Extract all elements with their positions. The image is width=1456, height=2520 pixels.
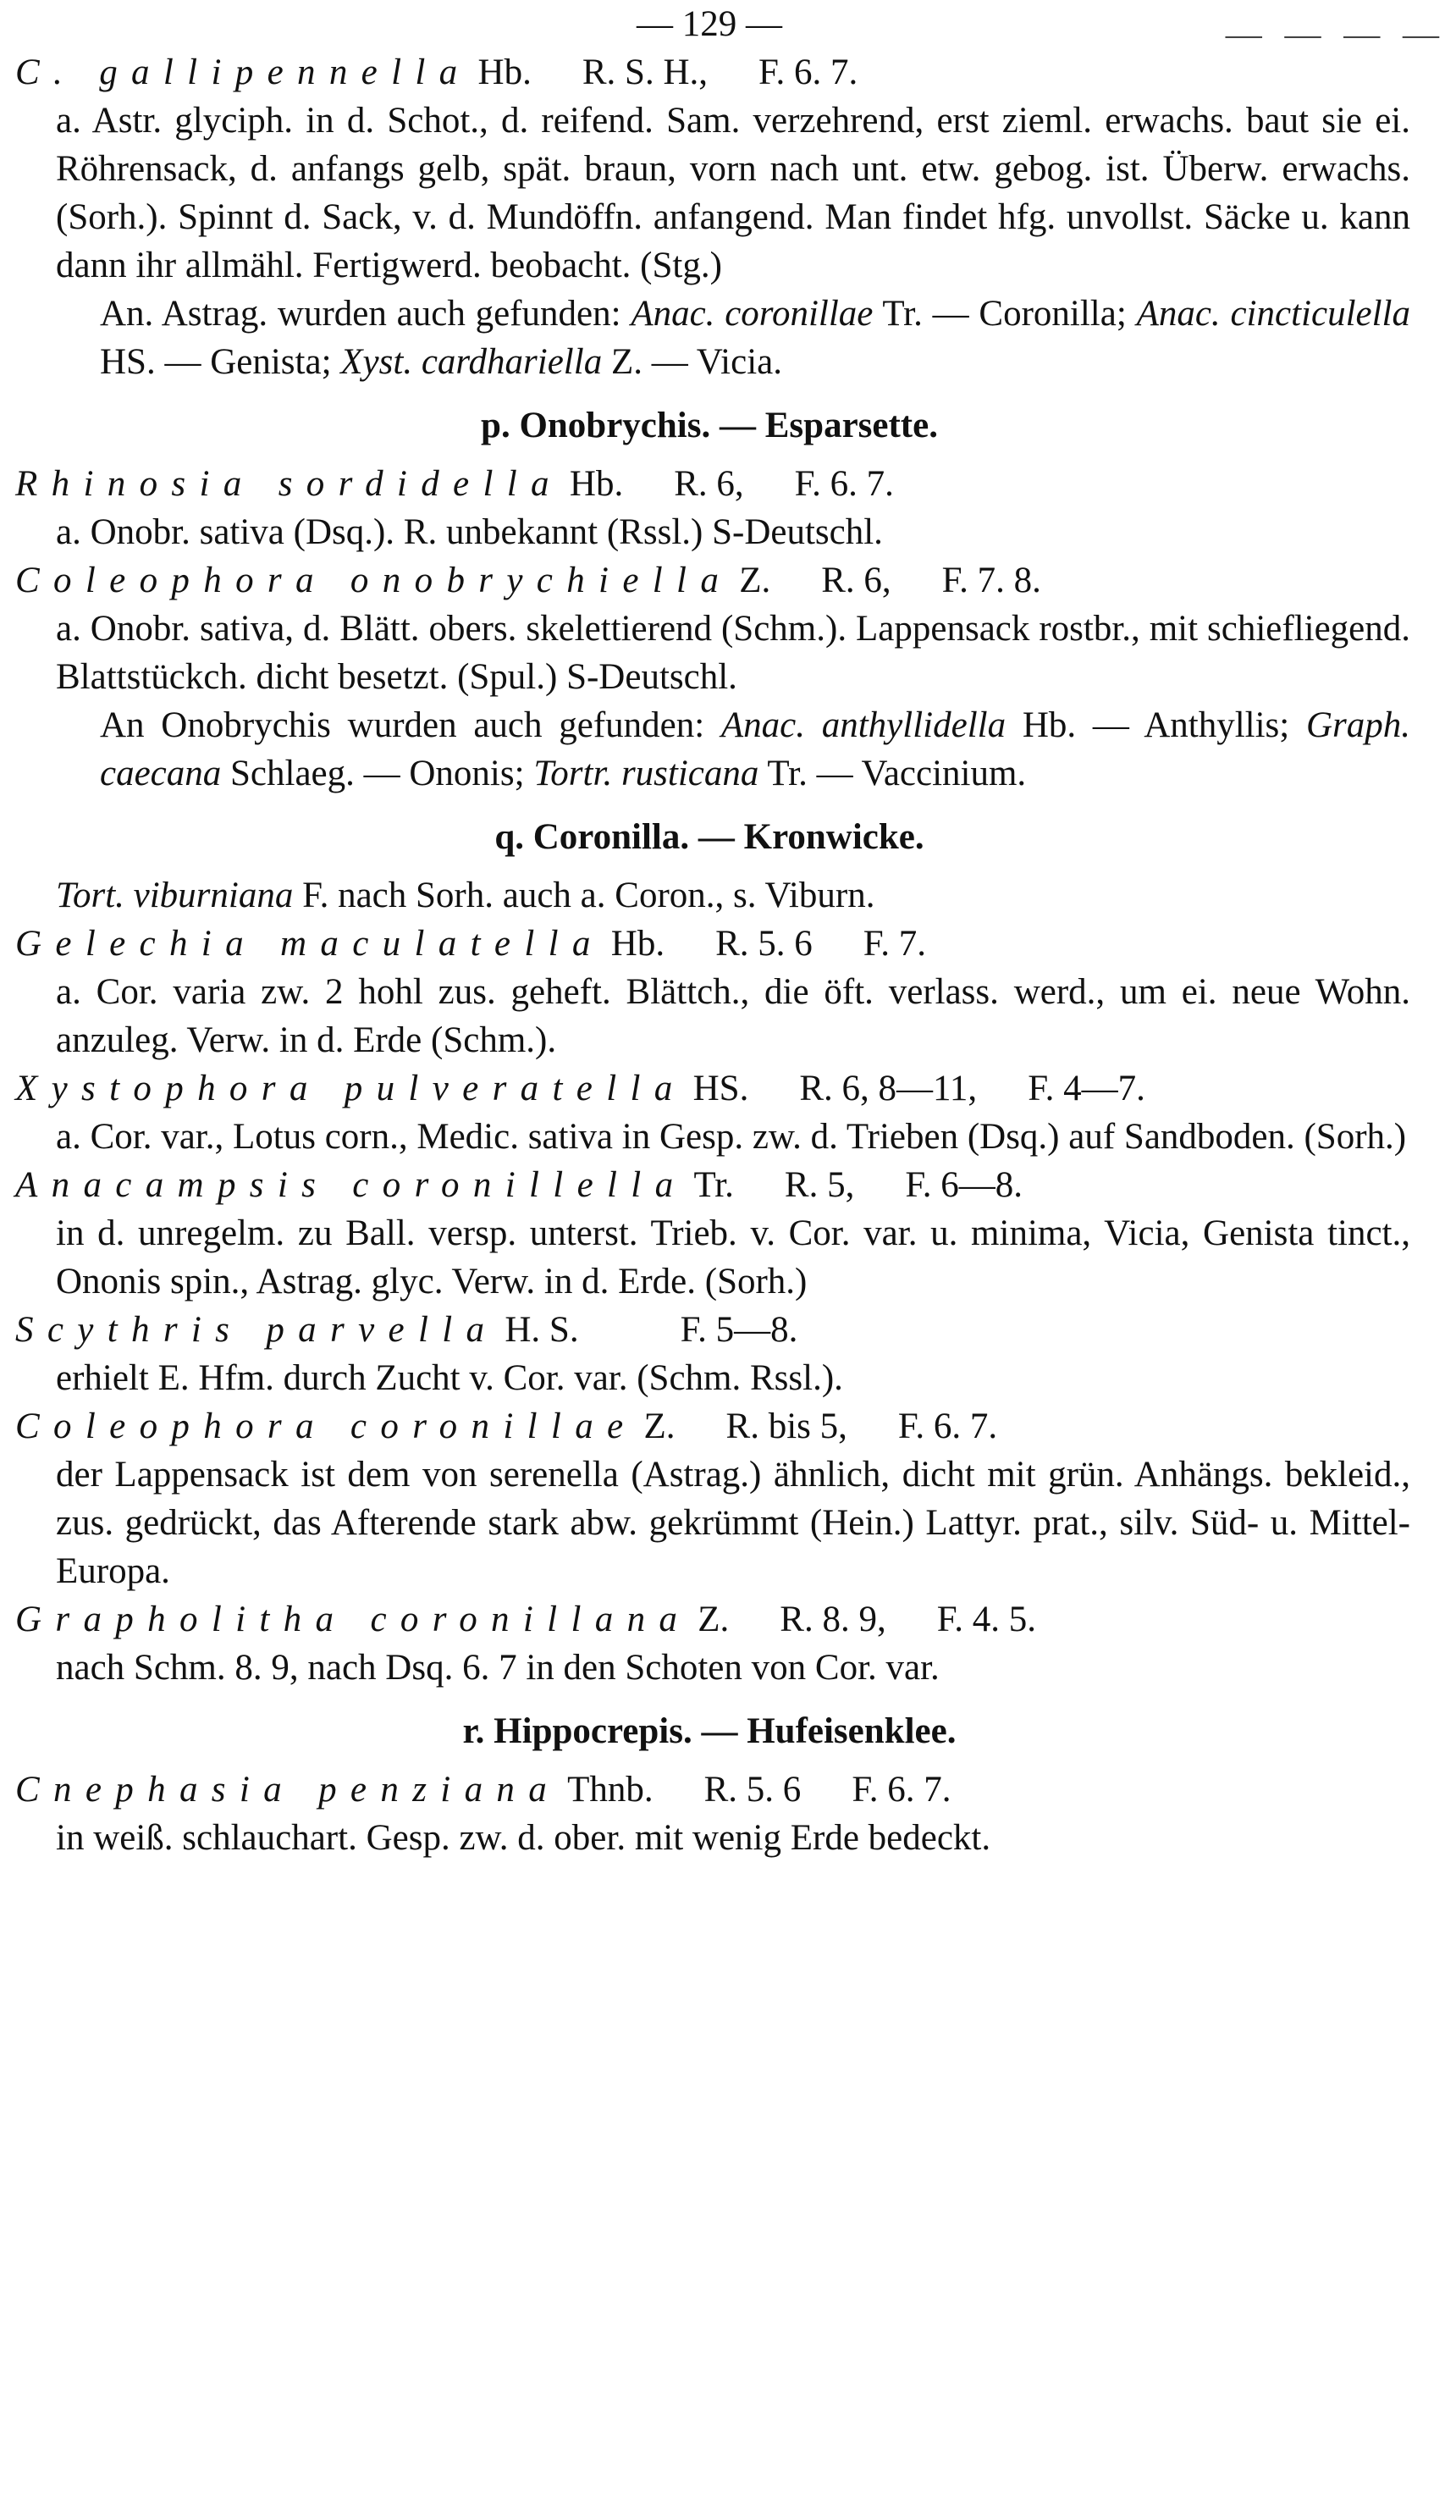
note-species-ref: Xyst. cardhariella xyxy=(340,342,603,382)
species-description: a. Cor. var., Lotus corn., Medic. sativa in Gesp. zw. d. Trieben (Dsq.) auf Sandboden. (Sorh.) xyxy=(56,1117,1407,1157)
species-headline xyxy=(0,1064,1419,1113)
species-entry xyxy=(0,1595,1419,1692)
species-flight: F. 6. 7. xyxy=(852,1770,951,1810)
species-flight: F. 6. 7. xyxy=(897,1406,998,1446)
species-description: a. Onobr. sativa (Dsq.). R. unbekannt (Rssl.) S-Deutschl. xyxy=(56,512,883,552)
species-author: Tr. xyxy=(693,1165,734,1205)
species-flight: F. 6. 7. xyxy=(794,464,894,504)
species-flight: F. 7. xyxy=(863,924,926,964)
page-content xyxy=(0,48,1419,1862)
species-headline xyxy=(0,1161,1419,1209)
note-species-ref: Graph. caecana xyxy=(100,705,1411,793)
single-note-line xyxy=(0,871,1419,920)
species-author: Z. xyxy=(739,561,771,600)
species-name: Coleophora onobrychiella xyxy=(15,561,733,600)
species-author: HS. xyxy=(692,1069,749,1108)
species-flight: F. 6—8. xyxy=(905,1165,1023,1205)
species-headline xyxy=(0,920,1419,968)
species-author: Hb. xyxy=(477,52,532,92)
note-text: Tr. — Vaccinium. xyxy=(758,754,1027,793)
note-text: An Onobrychis wurden auch gefunden: xyxy=(100,705,721,745)
species-entry xyxy=(0,1306,1419,1402)
note-text: F. nach Sorh. auch a. Coron., s. Viburn. xyxy=(293,876,875,915)
species-headline xyxy=(0,460,1419,508)
header-dashes: — — — — xyxy=(1225,14,1446,54)
species-author: Hb. xyxy=(569,464,624,504)
note-text: Schlaeg. — Ononis; xyxy=(221,754,534,793)
species-range: R. 5, xyxy=(784,1165,855,1205)
note-species-ref: Tort. viburniana xyxy=(56,876,294,915)
species-name: Gelechia maculatella xyxy=(15,924,604,964)
species-name: Xystophora pulveratella xyxy=(15,1069,687,1108)
host-note xyxy=(0,290,1419,386)
species-range: R. 6, 8—11, xyxy=(799,1069,978,1108)
species-description: nach Schm. 8. 9, nach Dsq. 6. 7 in den Schoten von Cor. var. xyxy=(56,1648,940,1688)
species-entry xyxy=(0,48,1419,290)
note-text: Tr. — Coronilla; xyxy=(873,294,1137,334)
species-name: Cnephasia penziana xyxy=(15,1770,561,1810)
species-author: Hb. xyxy=(610,924,665,964)
species-author: Thnb. xyxy=(567,1770,654,1810)
species-range: R. S. H., xyxy=(582,52,708,92)
species-headline xyxy=(0,48,1419,97)
note-text: Z. — Vicia. xyxy=(602,342,782,382)
page-number: — 129 — xyxy=(637,4,782,44)
note-species-ref: Tortr. rusticana xyxy=(533,754,759,793)
species-range: R. 5. 6 xyxy=(703,1770,802,1810)
section-heading: p. Onobrychis. — Esparsette. xyxy=(481,406,938,445)
species-description: a. Astr. glyciph. in d. Schot., d. reifend. Sam. verzehrend, erst zieml. erwachs. baut sie ei. Röhrensack, d. anfangs gelb, spät. braun, vorn nach unt. etw. gebog. ist. Überw. erwachs. (Sorh.). Spinnt d. Sack, v. d. Mundöffn. anfangend. Man findet hfg. unvollst. Säcke u. kann dann ihr allmähl. Fertigwerd. beobacht. (Stg.) xyxy=(56,101,1410,285)
species-flight: F. 4. 5. xyxy=(936,1600,1036,1639)
species-range: R. 6, xyxy=(821,561,891,600)
species-headline xyxy=(0,556,1419,605)
note-species-ref: Anac. cincticulella xyxy=(1136,294,1410,334)
species-headline xyxy=(0,1595,1419,1644)
note-text: Hb. — Anthyllis; xyxy=(1006,705,1306,745)
section-heading-block xyxy=(0,401,1419,450)
species-entry xyxy=(0,920,1419,1064)
species-range: R. 5. 6 xyxy=(715,924,813,964)
species-entry xyxy=(0,1402,1419,1595)
species-flight: F. 5—8. xyxy=(680,1310,798,1350)
species-entry xyxy=(0,460,1419,556)
species-name: C. gallipennella xyxy=(15,52,472,92)
species-headline xyxy=(0,1306,1419,1354)
species-description: a. Onobr. sativa, d. Blätt. obers. skelettierend (Schm.). Lappensack rostbr., mit schiefliegend. Blattstückch. dicht besetzt. (Spul.) S-Deutschl. xyxy=(56,609,1410,697)
species-entry xyxy=(0,556,1419,701)
species-author: Z. xyxy=(643,1406,676,1446)
species-name: Scythris parvella xyxy=(15,1310,499,1350)
species-description: a. Cor. varia zw. 2 hohl zus. geheft. Blättch., die öft. verlass. werd., um ei. neue Wohn. anzuleg. Verw. in d. Erde (Schm.). xyxy=(56,972,1410,1060)
note-species-ref: Anac. coronillae xyxy=(631,294,874,334)
species-headline xyxy=(0,1766,1419,1814)
species-name: Rhinosia sordidella xyxy=(15,464,563,504)
section-heading: r. Hippocrepis. — Hufeisenklee. xyxy=(462,1711,957,1751)
species-description: erhielt E. Hfm. durch Zucht v. Cor. var. (Schm. Rssl.). xyxy=(56,1358,843,1398)
species-name: Grapholitha coronillana xyxy=(15,1600,692,1639)
species-range: R. 8. 9, xyxy=(780,1600,886,1639)
single-line-note xyxy=(0,871,1419,920)
species-flight: F. 4—7. xyxy=(1028,1069,1145,1108)
species-description: der Lappensack ist dem von serenella (Astrag.) ähnlich, dicht mit grün. Anhängs. bekleid., zus. gedrückt, das Afterende stark abw. gekrümmt (Hein.) Lattyr. prat., silv. Süd- u. Mittel-Europa. xyxy=(56,1455,1410,1591)
species-entry xyxy=(0,1161,1419,1306)
note-text: HS. — Genista; xyxy=(100,342,341,382)
species-range: R. 6, xyxy=(674,464,744,504)
section-heading-block xyxy=(0,1707,1419,1755)
species-entry xyxy=(0,1766,1419,1862)
note-text: An. Astrag. wurden auch gefunden: xyxy=(100,294,631,334)
section-heading-block xyxy=(0,813,1419,861)
species-entry xyxy=(0,1064,1419,1161)
species-flight: F. 7. 8. xyxy=(941,561,1041,600)
species-range: R. bis 5, xyxy=(725,1406,847,1446)
species-name: Anacampsis coronillella xyxy=(15,1165,687,1205)
species-flight: F. 6. 7. xyxy=(758,52,858,92)
species-description: in weiß. schlauchart. Gesp. zw. d. ober. mit wenig Erde bedeckt. xyxy=(56,1818,991,1858)
species-author: Z. xyxy=(698,1600,730,1639)
host-note xyxy=(0,701,1419,798)
species-description: in d. unregelm. zu Ball. versp. unterst. Trieb. v. Cor. var. u. minima, Vicia, Genista tinct., Ononis spin., Astrag. glyc. Verw. in d. Erde. (Sorh.) xyxy=(56,1213,1410,1301)
section-heading: q. Coronilla. — Kronwicke. xyxy=(494,817,924,857)
note-species-ref: Anac. anthyllidella xyxy=(720,705,1007,745)
species-headline xyxy=(0,1402,1419,1451)
note-paragraph xyxy=(0,290,1419,386)
note-paragraph xyxy=(0,701,1419,798)
species-name: Coleophora coronillae xyxy=(15,1406,637,1446)
species-author: H. S. xyxy=(505,1310,579,1350)
